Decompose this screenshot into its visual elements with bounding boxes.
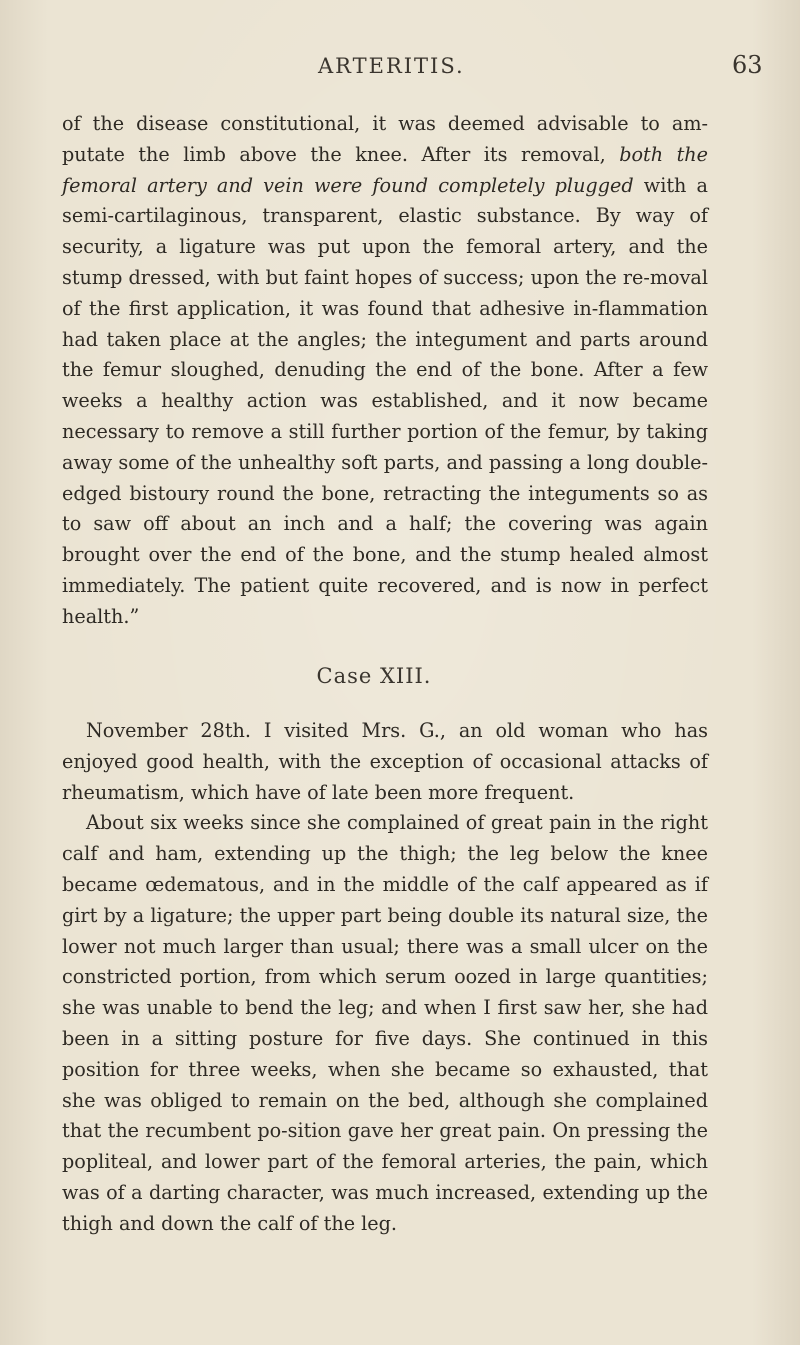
paragraph: November 28th. I visited Mrs. G., an old woman who has enjoyed good health, with the exception of occasional attacks of rheumatism, which have of late been more frequent.	[62, 719, 708, 804]
italic-text-run: both the femoral artery and vein were found completely plugged	[62, 142, 708, 197]
text-run: of the disease constitutional, it was deemed advisable to am-putate the limb above the knee. After its removal,	[62, 112, 708, 166]
running-title: ARTERITIS.	[318, 54, 465, 78]
paragraph: About six weeks since she complained of great pain in the right calf and ham, extending up the thigh; the leg below the knee became œdematous, and in the middle of the calf appeared as if girt by a ligature; the upper part being double its natural size, the lower not much larger than usual; there was a small ulcer on the constricted portion, from which serum oozed in large quantities; she was unable to bend the leg; and when I first saw her, she had been in a sitting posture for five days. She continued in this position for three weeks, when she became so exhausted, that she was obliged to remain on the bed, although she complained that the recumbent po-sition gave her great pain. On pressing the popliteal, and lower part of the femoral arteries, the pain, which was of a darting character, was much increased, extending up the thigh and down the calf of the leg.	[62, 811, 708, 1235]
case-body	[62, 716, 708, 1240]
running-head	[0, 48, 800, 88]
case-heading	[0, 664, 800, 688]
text-run: with a semi-cartilaginous, transparent, elastic substance. By way of security, a ligature was put upon the femoral artery, and the stump dressed, with but faint hopes of success; upon the re-moval of the first application, it was found that adhesive in-flammation had taken place at the angles; the integument and parts around the femur sloughed, denuding the end of the bone. After a few weeks a healthy action was established, and it now became necessary to remove a still further portion of the femur, by taking away some of the unhealthy soft parts, and passing a long double-edged bistoury round the bone, retracting the integuments so as to saw off about an inch and a half; the covering was again brought over the end of the bone, and the stump healed almost immediately. The patient quite recovered, and is now in perfect health.”	[62, 173, 708, 628]
paragraph	[62, 109, 708, 633]
case-heading-label: Case XIII.	[316, 664, 432, 688]
continued-paragraph	[62, 109, 708, 633]
page-number: 63	[732, 51, 763, 79]
